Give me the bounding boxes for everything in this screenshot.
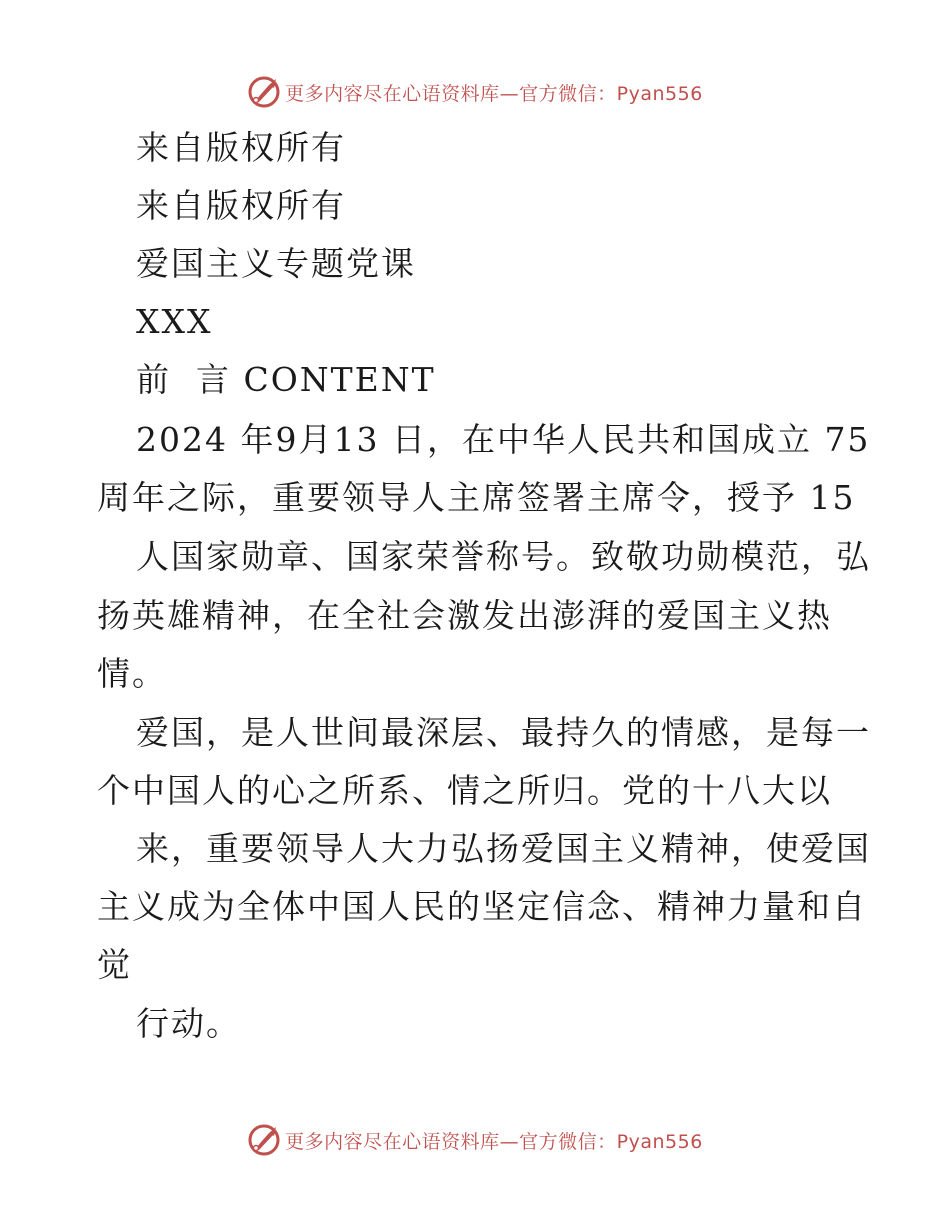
paragraph-line: 觉 (97, 945, 132, 984)
paragraph-line: 人国家勋章、国家荣誉称号。致敬功勋模范，弘 (136, 537, 871, 576)
footer-banner (0, 1120, 950, 1160)
header-banner (0, 72, 950, 112)
header-banner-text: 更多内容尽在心语资料库—官方微信：Pyan556 (285, 82, 703, 105)
footer-banner-text: 更多内容尽在心语资料库—官方微信：Pyan556 (285, 1130, 703, 1153)
copyright-line: 来自版权所有 (136, 186, 346, 225)
paragraph-line: 情。 (97, 654, 167, 693)
author-placeholder: XXX (136, 302, 213, 341)
paragraph-line: 个中国人的心之所系、情之所归。党的十八大以 (97, 771, 832, 810)
paragraph-line: 周年之际，重要领导人主席签署主席令，授予 15 (97, 478, 856, 517)
quill-pen-icon (247, 75, 281, 109)
paragraph-line: 来，重要领导人大力弘扬爱国主义精神，使爱国 (136, 829, 871, 868)
document-title: 爱国主义专题党课 (136, 244, 416, 283)
paragraph-line: 扬英雄精神，在全社会激发出澎湃的爱国主义热 (97, 596, 832, 635)
paragraph-line: 2024 年9月13 日，在中华人民共和国成立 75 (136, 420, 871, 459)
paragraph-line: 行动。 (136, 1004, 241, 1043)
paragraph-line: 爱国，是人世间最深层、最持久的情感，是每一 (136, 713, 871, 752)
section-heading: 前 言 CONTENT (136, 360, 436, 399)
paragraph-line: 主义成为全体中国人民的坚定信念、精神力量和自 (97, 887, 867, 926)
copyright-line: 来自版权所有 (136, 128, 346, 167)
quill-pen-icon (247, 1123, 281, 1157)
